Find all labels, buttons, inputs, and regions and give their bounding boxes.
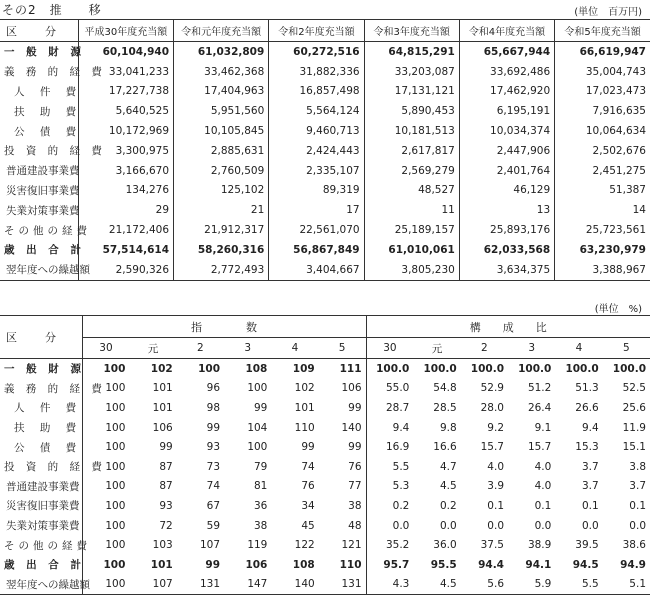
- table-cell: 17,462,920: [459, 82, 554, 102]
- table-cell: 99: [348, 441, 362, 454]
- table-cell: 10,034,374: [459, 121, 554, 141]
- row-label: 普通建設事業費: [6, 165, 80, 178]
- table-row: [0, 437, 650, 457]
- table-cell: 31,882,336: [269, 62, 364, 82]
- table-cell: 52.9: [480, 382, 504, 395]
- table-cell: 79: [253, 460, 268, 473]
- table-cell: 99: [206, 421, 221, 434]
- index-group-header: 指 数: [82, 316, 366, 338]
- table-cell: 93: [206, 441, 221, 454]
- table-cell: 99: [253, 401, 268, 414]
- row-label: 公 債 費: [14, 441, 83, 454]
- table-cell: 36: [253, 499, 268, 512]
- table-cell: 100.0: [423, 362, 457, 375]
- table-row: [0, 141, 650, 161]
- table-cell: 4.0: [534, 460, 552, 473]
- year-subheader: 2: [461, 338, 508, 359]
- table-row: [0, 42, 650, 62]
- table-cell: 5,890,453: [364, 101, 459, 121]
- table-cell: 4.3: [366, 575, 413, 595]
- row-label: 扶 助 費: [14, 105, 83, 118]
- table1-unit-label: (単位 百万円): [574, 7, 642, 18]
- table-cell: 2,569,279: [364, 161, 459, 181]
- row-label: その他の経費: [4, 539, 91, 552]
- table-row: [0, 82, 650, 102]
- table-cell: 10,064,634: [555, 121, 650, 141]
- table-cell: 3,404,667: [269, 260, 364, 280]
- table-cell: 11: [364, 200, 459, 220]
- table-cell: 17: [269, 200, 364, 220]
- table-cell: 2,617,817: [364, 141, 459, 161]
- table-cell: 65,667,944: [459, 42, 554, 62]
- table-cell: 100: [198, 362, 221, 375]
- table-cell: 3.7: [581, 480, 599, 493]
- table-cell: 9.8: [439, 421, 457, 434]
- table-cell: 94.5: [572, 558, 599, 571]
- table-cell: 28.5: [433, 401, 457, 414]
- table-cell: 56,867,849: [269, 240, 364, 260]
- corner-label: 区 分: [0, 316, 82, 359]
- row-label: 義 務 的 経 費: [4, 66, 106, 79]
- table-cell: 15.7: [527, 441, 552, 454]
- table-cell: 52.5: [622, 382, 646, 395]
- table-cell: 11.9: [622, 421, 646, 434]
- table-cell: 63,230,979: [555, 240, 650, 260]
- corner-label: 区 分: [0, 20, 78, 42]
- table-cell: 59: [206, 519, 221, 532]
- table-cell: 100.0: [518, 362, 552, 375]
- table-cell: 5,564,124: [269, 101, 364, 121]
- table-cell: 5.9: [534, 578, 552, 591]
- index-ratio-table: [0, 315, 650, 595]
- table-cell: 2,335,107: [269, 161, 364, 181]
- page-title: その2 推 移: [2, 3, 102, 17]
- table-cell: 17,023,473: [555, 82, 650, 102]
- table-cell: 0.0: [487, 519, 504, 532]
- table-cell: 38: [253, 519, 268, 532]
- table-cell: 3.7: [629, 480, 646, 493]
- table-row: [0, 220, 650, 240]
- table-cell: 15.1: [622, 441, 646, 454]
- table-row: [0, 477, 650, 497]
- row-label: その他の経費: [4, 224, 91, 237]
- table-cell: 4.7: [439, 460, 457, 473]
- year-subheader: 30: [366, 338, 413, 359]
- column-header: 令和5年度充当額: [555, 20, 650, 42]
- row-label: 一 般 財 源: [4, 363, 85, 376]
- table-cell: 26.6: [575, 401, 599, 414]
- row-label: 一 般 財 源: [4, 46, 85, 59]
- table-cell: 107: [152, 578, 173, 591]
- table-cell: 25,723,561: [555, 220, 650, 240]
- table-cell: 103: [152, 539, 173, 552]
- table-cell: 100.0: [366, 359, 413, 379]
- table-cell: 101: [150, 558, 173, 571]
- row-label: 歳 出 合 計: [4, 559, 85, 572]
- table-row: [0, 379, 650, 399]
- table-cell: 51,387: [555, 181, 650, 201]
- table-cell: 110: [339, 558, 362, 571]
- table-cell: 5.5: [366, 457, 413, 477]
- table-cell: 2,401,764: [459, 161, 554, 181]
- table-cell: 102: [294, 382, 315, 395]
- row-label: 人 件 費: [14, 402, 83, 415]
- table-cell: 15.7: [480, 441, 504, 454]
- table-cell: 33,203,087: [364, 62, 459, 82]
- table-row: [0, 101, 650, 121]
- table-cell: 26.4: [527, 401, 552, 414]
- table-cell: 61,032,809: [174, 42, 269, 62]
- table-cell: 10,105,845: [174, 121, 269, 141]
- table-cell: 108: [292, 558, 315, 571]
- table-cell: 108: [245, 362, 268, 375]
- table-cell: 95.7: [366, 555, 413, 575]
- table-cell: 9.2: [487, 421, 504, 434]
- table-cell: 119: [247, 539, 268, 552]
- table-row: [0, 359, 650, 379]
- column-header: 令和3年度充当額: [364, 20, 459, 42]
- table-cell: 67: [206, 499, 221, 512]
- table-cell: 0.0: [629, 519, 646, 532]
- table-cell: 94.1: [525, 558, 552, 571]
- table-cell: 16.6: [433, 441, 457, 454]
- table-cell: 17,131,121: [364, 82, 459, 102]
- table-cell: 131: [341, 578, 362, 591]
- table-cell: 3,805,230: [364, 260, 459, 280]
- row-label: 人 件 費: [14, 85, 83, 98]
- table-cell: 10,172,969: [78, 121, 173, 141]
- table-cell: 3.9: [487, 480, 504, 493]
- table-cell: 3.7: [581, 460, 599, 473]
- table-cell: 100: [82, 496, 129, 516]
- table-cell: 99: [159, 441, 173, 454]
- table-cell: 33,692,486: [459, 62, 554, 82]
- column-header: 令和元年度充当額: [174, 20, 269, 42]
- row-label: 投 資 的 経 費: [4, 461, 106, 474]
- table-cell: 34: [301, 499, 315, 512]
- table-cell: 25,893,176: [459, 220, 554, 240]
- table-cell: 0.0: [366, 516, 413, 536]
- table-cell: 5.3: [366, 477, 413, 497]
- table-cell: 21,172,406: [78, 220, 173, 240]
- table-cell: 100: [247, 382, 268, 395]
- table-cell: 121: [341, 539, 362, 552]
- table-cell: 64,815,291: [364, 42, 459, 62]
- table-cell: 107: [199, 539, 221, 552]
- table-cell: 13: [459, 200, 554, 220]
- table-cell: 62,033,568: [459, 240, 554, 260]
- table-cell: 0.1: [534, 499, 552, 512]
- table-cell: 74: [206, 480, 221, 493]
- row-label: 義 務 的 経 費: [4, 382, 106, 395]
- table-cell: 0.0: [581, 519, 599, 532]
- table-cell: 147: [247, 578, 268, 591]
- table-cell: 87: [159, 460, 173, 473]
- table-row: [0, 535, 650, 555]
- table-cell: 58,260,316: [174, 240, 269, 260]
- table-cell: 102: [150, 362, 173, 375]
- table-row: [0, 240, 650, 260]
- table-cell: 16.9: [366, 437, 413, 457]
- year-subheader: 2: [177, 338, 224, 359]
- table-cell: 106: [152, 421, 173, 434]
- table-row: [0, 575, 650, 595]
- table-row: [0, 62, 650, 82]
- table-cell: 51.3: [575, 382, 599, 395]
- table2-unit-label: (単位 %): [594, 304, 642, 315]
- table-cell: 21: [174, 200, 269, 220]
- table-cell: 101: [152, 382, 173, 395]
- table-row: [0, 200, 650, 220]
- column-header: 令和4年度充当額: [459, 20, 554, 42]
- table-cell: 15.3: [575, 441, 599, 454]
- table-cell: 55.0: [366, 379, 413, 399]
- table-row: [0, 121, 650, 141]
- table-cell: 25,189,157: [364, 220, 459, 240]
- table-cell: 100: [82, 437, 129, 457]
- ratio-group-header: 構 成 比: [366, 316, 650, 338]
- table-cell: 74: [301, 460, 315, 473]
- year-subheader-row: [0, 338, 650, 359]
- table-cell: 5,640,525: [78, 101, 173, 121]
- table-cell: 2,424,443: [269, 141, 364, 161]
- row-label: 歳 出 合 計: [4, 244, 85, 257]
- table-cell: 21,912,317: [174, 220, 269, 240]
- table-cell: 5.1: [629, 578, 646, 591]
- table-cell: 87: [159, 480, 173, 493]
- amounts-header-row: [0, 20, 650, 42]
- table-cell: 0.2: [366, 496, 413, 516]
- table-cell: 48: [348, 519, 362, 532]
- table-row: [0, 260, 650, 280]
- table-cell: 100: [82, 575, 129, 595]
- row-label: 普通建設事業費: [6, 480, 80, 493]
- table-cell: 2,590,326: [78, 260, 173, 280]
- table-cell: 140: [341, 421, 362, 434]
- row-label: 翌年度への繰越額: [6, 578, 90, 591]
- table-row: [0, 496, 650, 516]
- table-cell: 9,460,713: [269, 121, 364, 141]
- year-subheader: 3: [508, 338, 555, 359]
- table-cell: 35.2: [366, 535, 413, 555]
- table-cell: 2,772,493: [174, 260, 269, 280]
- table-cell: 2,451,275: [555, 161, 650, 181]
- table-cell: 38.9: [527, 539, 552, 552]
- table-cell: 29: [78, 200, 173, 220]
- table-cell: 110: [294, 421, 315, 434]
- table-cell: 14: [555, 200, 650, 220]
- year-subheader: 元: [129, 338, 176, 359]
- table-cell: 33,041,233: [78, 62, 173, 82]
- table-row: [0, 181, 650, 201]
- table-cell: 4.0: [534, 480, 552, 493]
- table-cell: 99: [301, 441, 315, 454]
- table-cell: 7,916,635: [555, 101, 650, 121]
- table-cell: 100.0: [612, 362, 646, 375]
- table-cell: 33,462,368: [174, 62, 269, 82]
- table-cell: 106: [245, 558, 268, 571]
- table-cell: 45: [301, 519, 315, 532]
- table-cell: 99: [205, 558, 221, 571]
- table-cell: 72: [159, 519, 173, 532]
- row-label: 災害復旧事業費: [6, 500, 80, 513]
- table-cell: 51.2: [527, 382, 552, 395]
- table-cell: 57,514,614: [78, 240, 173, 260]
- table-cell: 6,195,191: [459, 101, 554, 121]
- table-cell: 39.5: [575, 539, 599, 552]
- table-cell: 101: [152, 401, 173, 414]
- table-cell: 0.1: [487, 499, 504, 512]
- table-cell: 35,004,743: [555, 62, 650, 82]
- table-row: [0, 516, 650, 536]
- table-cell: 131: [199, 578, 221, 591]
- table-cell: 16,857,498: [269, 82, 364, 102]
- table-cell: 17,404,963: [174, 82, 269, 102]
- table-cell: 0.1: [581, 499, 599, 512]
- table-cell: 28.0: [480, 401, 504, 414]
- table-cell: 81: [253, 480, 268, 493]
- table-cell: 100: [82, 477, 129, 497]
- row-label: 失業対策事業費: [6, 520, 80, 533]
- table-cell: 2,885,631: [174, 141, 269, 161]
- table-row: [0, 161, 650, 181]
- table-cell: 94.4: [478, 558, 504, 571]
- table-row: [0, 418, 650, 438]
- table-cell: 3,166,670: [78, 161, 173, 181]
- table-cell: 98: [206, 401, 221, 414]
- table-cell: 38.6: [622, 539, 646, 552]
- year-subheader: 元: [413, 338, 460, 359]
- table-cell: 5,951,560: [174, 101, 269, 121]
- table-cell: 3.8: [629, 460, 646, 473]
- table-cell: 3,388,967: [555, 260, 650, 280]
- table-cell: 22,561,070: [269, 220, 364, 240]
- table-cell: 93: [159, 499, 173, 512]
- table-cell: 28.7: [366, 398, 413, 418]
- table-cell: 77: [348, 480, 362, 493]
- table-cell: 89,319: [269, 181, 364, 201]
- table-cell: 48,527: [364, 181, 459, 201]
- table-cell: 76: [348, 460, 362, 473]
- year-subheader: 4: [271, 338, 318, 359]
- year-subheader: 5: [319, 338, 366, 359]
- table-cell: 9.4: [581, 421, 599, 434]
- table-cell: 10,181,513: [364, 121, 459, 141]
- year-subheader: 5: [603, 338, 650, 359]
- table-cell: 100.0: [470, 362, 504, 375]
- table-cell: 17,227,738: [78, 82, 173, 102]
- row-label: 翌年度への繰越額: [6, 264, 90, 277]
- index-ratio-table-body: [0, 359, 650, 595]
- table-cell: 111: [339, 362, 362, 375]
- row-label: 扶 助 費: [14, 422, 83, 435]
- table-cell: 60,272,516: [269, 42, 364, 62]
- table-cell: 101: [294, 401, 315, 414]
- table-cell: 109: [292, 362, 315, 375]
- table-cell: 100: [82, 379, 129, 399]
- table-cell: 76: [301, 480, 315, 493]
- year-subheader: 30: [82, 338, 129, 359]
- row-label: 公 債 費: [14, 125, 83, 138]
- table-cell: 140: [294, 578, 315, 591]
- table-cell: 46,129: [459, 181, 554, 201]
- table-cell: 5.6: [487, 578, 504, 591]
- table-cell: 99: [348, 401, 362, 414]
- table-cell: 38: [348, 499, 362, 512]
- table-cell: 100: [247, 441, 268, 454]
- table-row: [0, 457, 650, 477]
- table-cell: 125,102: [174, 181, 269, 201]
- table-cell: 73: [206, 460, 221, 473]
- table-row: [0, 555, 650, 575]
- table-cell: 100: [82, 555, 129, 575]
- table-cell: 106: [341, 382, 362, 395]
- table-cell: 60,104,940: [78, 42, 173, 62]
- table-cell: 96: [206, 382, 221, 395]
- row-label: 投 資 的 経 費: [4, 145, 106, 158]
- table-cell: 4.5: [439, 578, 457, 591]
- table-cell: 37.5: [480, 539, 504, 552]
- table-cell: 3,300,975: [78, 141, 173, 161]
- amounts-table: [0, 19, 650, 281]
- table-cell: 95.5: [430, 558, 457, 571]
- table-cell: 100.0: [565, 362, 599, 375]
- table-cell: 61,010,061: [364, 240, 459, 260]
- table-cell: 0.1: [629, 499, 646, 512]
- table-cell: 0.2: [439, 499, 457, 512]
- table-cell: 100: [82, 535, 129, 555]
- table-cell: 100: [82, 418, 129, 438]
- table-cell: 100: [82, 457, 129, 477]
- row-label: 失業対策事業費: [6, 204, 80, 217]
- table-cell: 3,634,375: [459, 260, 554, 280]
- table-cell: 104: [247, 421, 268, 434]
- table-cell: 0.0: [534, 519, 552, 532]
- row-label: 災害復旧事業費: [6, 184, 80, 197]
- column-header: 平成30年度充当額: [78, 20, 173, 42]
- amounts-table-body: [0, 42, 650, 281]
- table-cell: 0.0: [439, 519, 457, 532]
- table-cell: 9.1: [534, 421, 552, 434]
- table-cell: 100: [82, 359, 129, 379]
- table-cell: 4.5: [439, 480, 457, 493]
- table-cell: 25.6: [622, 401, 646, 414]
- table-cell: 5.5: [581, 578, 599, 591]
- index-ratio-group-header: [0, 316, 650, 338]
- table-cell: 66,619,947: [555, 42, 650, 62]
- table-cell: 54.8: [433, 382, 457, 395]
- table-cell: 94.9: [620, 558, 646, 571]
- table-cell: 2,502,676: [555, 141, 650, 161]
- table-cell: 36.0: [433, 539, 457, 552]
- table-cell: 100: [82, 398, 129, 418]
- table-cell: 134,276: [78, 181, 173, 201]
- table-cell: 122: [294, 539, 315, 552]
- table-cell: 2,760,509: [174, 161, 269, 181]
- table-cell: 2,447,906: [459, 141, 554, 161]
- column-header: 令和2年度充当額: [269, 20, 364, 42]
- table-row: [0, 398, 650, 418]
- table-cell: 4.0: [487, 460, 504, 473]
- year-subheader: 3: [224, 338, 271, 359]
- table-cell: 100: [82, 516, 129, 536]
- table-cell: 9.4: [366, 418, 413, 438]
- year-subheader: 4: [555, 338, 602, 359]
